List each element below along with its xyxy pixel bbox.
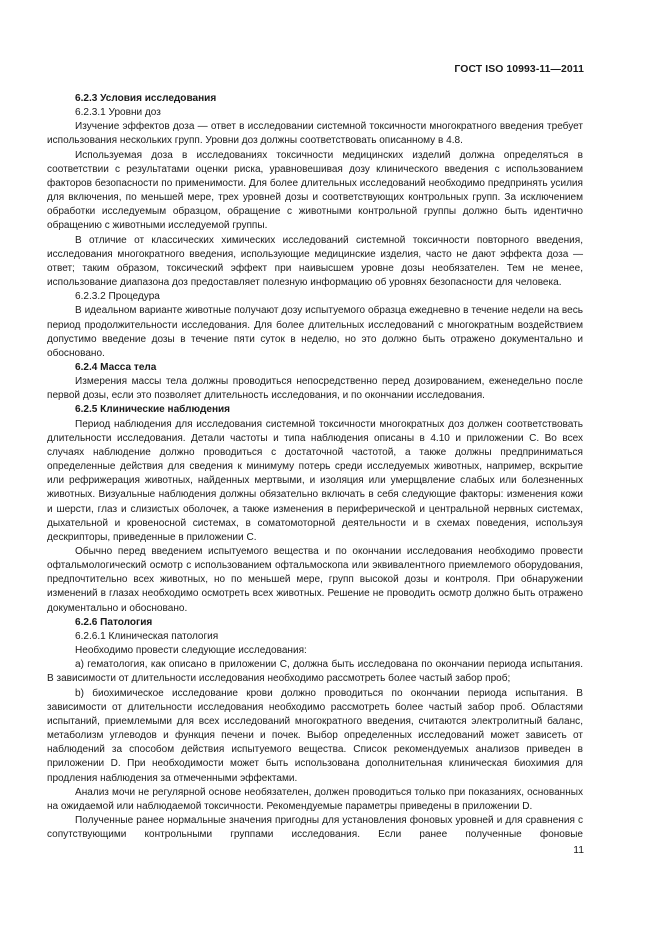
standard-header: ГОСТ ISO 10993-11—2011 xyxy=(454,64,584,75)
paragraph-continued: Полученные ранее нормальные значения пригодны для установления фоновых уровней и для сравнения с сопутствующими контрольными группами исследования. Если ранее полученные фоновые xyxy=(47,814,583,841)
subsection-title-6-2-3-1: 6.2.3.1 Уровни доз xyxy=(75,107,161,119)
paragraph-intro: Необходимо провести следующие исследования: xyxy=(75,645,307,657)
paragraph: Период наблюдения для исследования системной токсичности многократных доз должен соответствовать длительности исследования. Детали частоты и типа наблюдения описаны в 4.10 и приложении С. Во всех случаях наблюдение должно проводиться с достаточной частотой, а также должны предприниматься определенные действия для сведения к минимуму потерь среди исследуемых животных, например, вскрытие или рефрижерация животных, найденных мертвыми, и изоляция или умерщвление слабых или болезненных животных. Визуальные наблюдения должны обязательно включать в себя следующие факторы: изменения кожи и шерсти, глаз и слизистых оболочек, а также изменения в периферической и центральной нервных системах, дыхательной и кровеносной системах, в соматомоторной деятельности и в схемах поведения, используя дескрипторы, приведенные в приложении С. xyxy=(47,418,583,543)
section-heading-6-2-3: 6.2.3 Условия исследования xyxy=(75,93,217,104)
paragraph: Изучение эффектов доза — ответ в исследовании системной токсичности многократного введения требует использования нескольких групп. Уровни доз должны соответствовать описанному в 4.8. xyxy=(47,121,583,147)
page-number: 11 xyxy=(573,845,584,856)
list-item-b: b) биохимическое исследование крови должно проводиться по окончании периода испытания. В зависимости от длительности исследования необходимо рассмотреть более частый забор проб. Областями испытаний, приемлемыми для всех исследований многократного введения, считаются электролитный баланс, метаболизм углеводов и функция печени и почек. Выбор определенных исследований может зависеть от наблюдений за способом действия испытуемого вещества. Список рекомендуемых анализов приведен в приложении D. При необходимости может быть использована дополнительная клиническая биохимия для продления наблюдения за отмеченными эффектами. xyxy=(47,687,583,784)
paragraph: В идеальном варианте животные получают дозу испытуемого образца ежедневно в течение недели на весь период продолжительности исследования. Для более длительных исследований с многократным воздействием допустимо введение дозы в течение пяти суток в неделю, но это должно быть отражено документально и обосновано. xyxy=(47,305,583,359)
subsection-title-6-2-3-2: 6.2.3.2 Процедура xyxy=(75,291,160,303)
section-heading-6-2-4: 6.2.4 Масса тела xyxy=(75,361,157,373)
paragraph: Измерения массы тела должны проводиться непосредственно перед дозированием, еженедельно после первой дозы, если это позволяет длительность исследования, и по окончании исследования. xyxy=(47,376,583,402)
paragraph: Обычно перед введением испытуемого вещества и по окончании исследования необходимо провести офтальмологический осмотр с использованием офтальмоскопа или эквивалентного приемлемого оборудования, предпочтительно всех животных, но по меньшей мере, групп высокой дозы и контроля. При обнаружении изменений в глазах необходимо осмотреть всех животных. Решение не проводить осмотр должно быть отражено документально и обосновано. xyxy=(47,546,583,614)
subsection-title-6-2-6-1: 6.2.6.1 Клиническая патология xyxy=(75,630,219,642)
section-heading-6-2-6: 6.2.6 Патология xyxy=(75,616,153,628)
paragraph: Используемая доза в исследованиях токсичности медицинских изделий должна определяться в соответствии с результатами оценки риска, уравновешивая дозу клинического введения с использованием факторов безопасности по применимости. Для более длительных исследований необходимо предпринять усилия для включения, по меньшей мере, трех уровней дозы и соответствующих контрольных групп. За исключением обработки исследуемым образцом, обращение с животными контрольной группы должно быть идентично обращению с животными исследуемой группы. xyxy=(47,149,583,232)
paragraph: В отличие от классических химических исследований системной токсичности повторного введения, исследования многократного введения, использующие медицинские изделия, часто не дают эффекта доза — ответ; таким образом, токсический эффект при наивысшем уровне дозы необязателен. Тем не менее, использование диапазона доз предоставляет полезную информацию об уровнях безопасности для человека. xyxy=(47,234,583,289)
body-text xyxy=(47,92,583,842)
list-item-a: a) гематология, как описано в приложении С, должна быть исследована по окончании периода испытания. В зависимости от длительности исследования необходимо рассмотреть более частый забор проб; xyxy=(47,659,583,685)
paragraph: Анализ мочи не регулярной основе необязателен, должен проводиться только при показаниях, основанных на ожидаемой или наблюдаемой токсичности. Рекомендуемые параметры приведены в приложении D. xyxy=(47,786,583,812)
section-heading-6-2-5: 6.2.5 Клинические наблюдения xyxy=(75,404,231,416)
